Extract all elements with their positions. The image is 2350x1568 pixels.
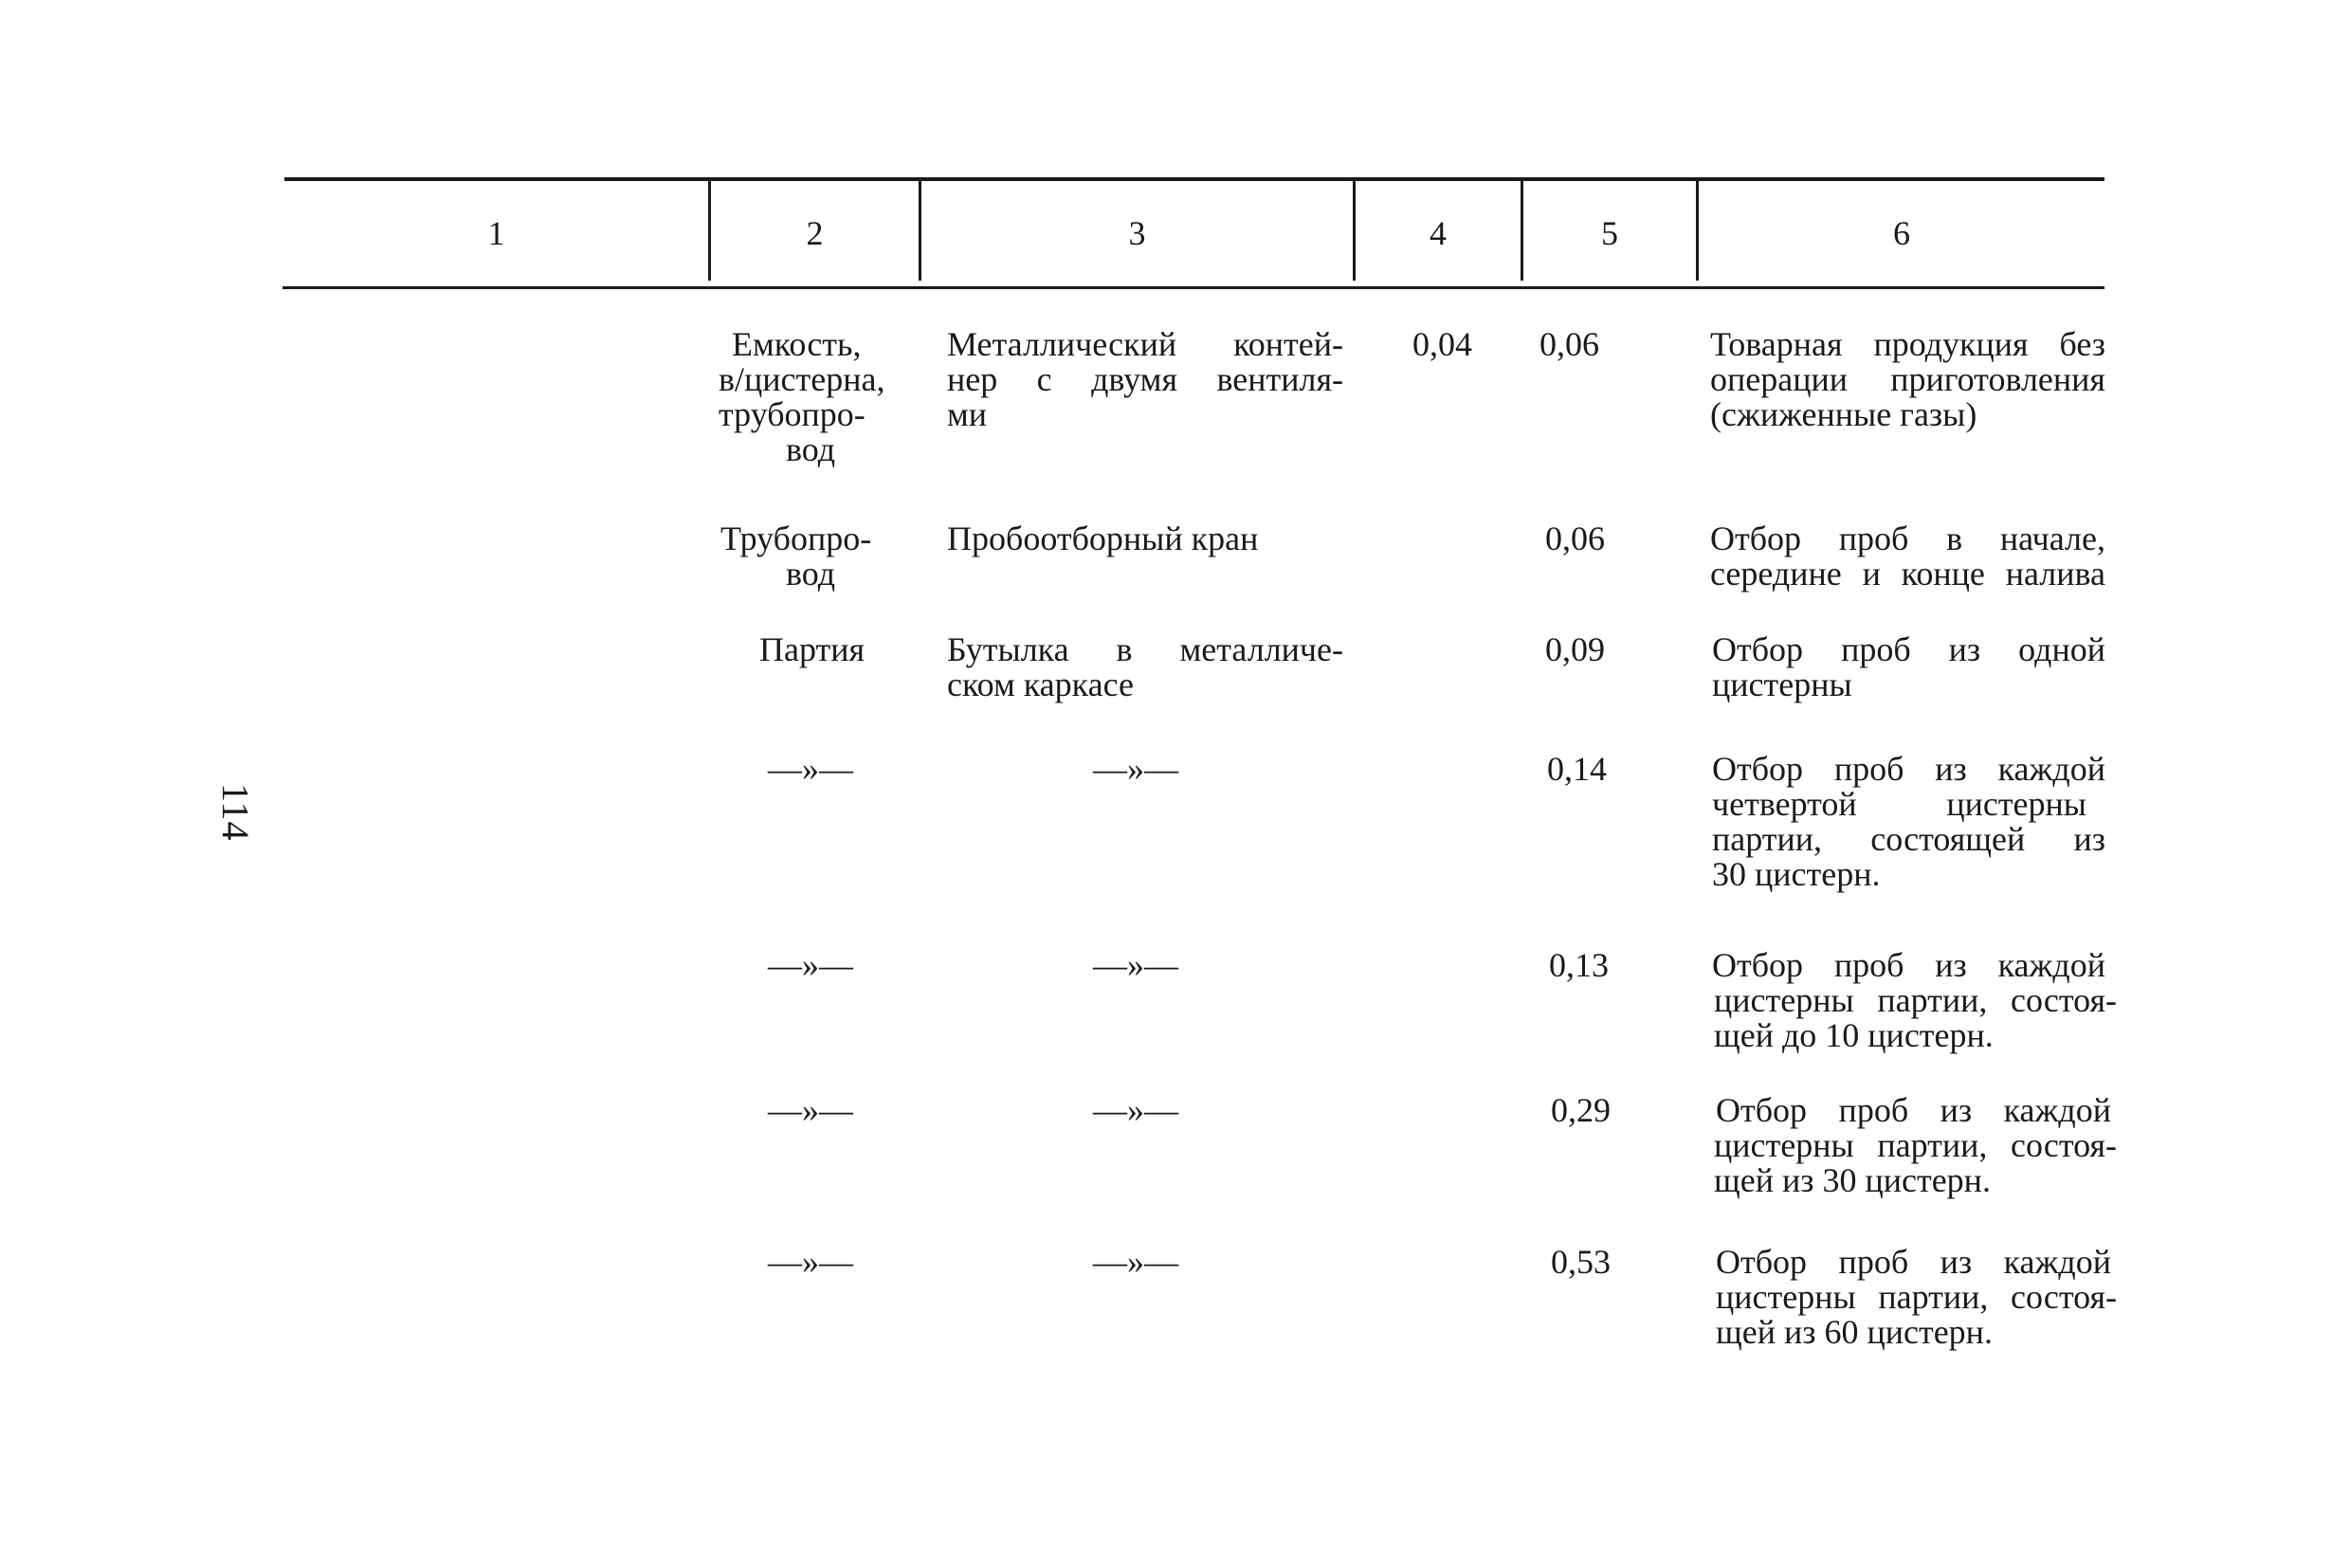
- column-header-2: 2: [806, 214, 824, 252]
- row4-col6-line1: Отбор проб из каждой: [1712, 750, 2105, 788]
- row6-col6-line3: щей из 30 цистерн.: [1714, 1161, 1991, 1199]
- row1-col2-line2: в/цистерна,: [719, 360, 885, 398]
- row2-col6-line2: середине и конце налива: [1710, 555, 2105, 593]
- row2-col6-line1: Отбор проб в начале,: [1710, 520, 2105, 557]
- row4-col5: 0,14: [1547, 750, 1607, 788]
- row3-col2-line1: Партия: [759, 630, 865, 668]
- column-header-5: 5: [1601, 214, 1618, 252]
- column-header-3: 3: [1128, 214, 1146, 252]
- row1-col3-line1: Металлический контей-: [947, 325, 1343, 363]
- row7-col2-ditto: —»—: [768, 1243, 853, 1281]
- row4-col6-line2: четвертой цистерны: [1712, 785, 2086, 823]
- row5-col3-ditto: —»—: [1093, 946, 1178, 984]
- row5-col6-line3: щей до 10 цистерн.: [1714, 1016, 1994, 1054]
- row5-col6-line2: цистерны партии, состоя-: [1714, 981, 2117, 1019]
- row4-col2-ditto: —»—: [768, 750, 853, 788]
- row6-col3-ditto: —»—: [1093, 1091, 1178, 1129]
- row6-col6-line1: Отбор проб из каждой: [1716, 1091, 2111, 1129]
- row7-col5: 0,53: [1551, 1243, 1611, 1281]
- row6-col5: 0,29: [1551, 1091, 1611, 1129]
- row4-col3-ditto: —»—: [1093, 750, 1178, 788]
- row1-col4: 0,04: [1412, 325, 1472, 363]
- row1-col2-line1: Емкость,: [732, 325, 862, 363]
- row5-col5: 0,13: [1549, 946, 1609, 984]
- table-header-rule: [282, 286, 2104, 289]
- row1-col2-line3: трубопро-: [719, 395, 865, 433]
- row6-col2-ditto: —»—: [768, 1091, 853, 1129]
- column-header-6: 6: [1893, 214, 1910, 252]
- row4-col6-line3: партии, состоящей из: [1712, 820, 2105, 858]
- row1-col3-line2: нер с двумя вентиля-: [947, 360, 1343, 398]
- row1-col6-line1: Товарная продукция без: [1710, 325, 2105, 363]
- row1-col6-line3: (сжиженные газы): [1710, 395, 1977, 433]
- row5-col6-line1: Отбор проб из каждой: [1712, 946, 2105, 984]
- row1-col6-line2: операции приготовления: [1710, 360, 2105, 398]
- table-top-rule: [284, 177, 2104, 181]
- page-number: 114: [214, 783, 257, 842]
- row2-col2-line2: вод: [785, 555, 836, 593]
- row1-col2-line4: вод: [785, 430, 836, 468]
- row3-col6-line2: цистерны: [1712, 665, 1852, 703]
- row7-col6-line2: цистерны партии, состоя-: [1716, 1278, 2117, 1316]
- row1-col3-line3: ми: [947, 395, 988, 433]
- row5-col2-ditto: —»—: [768, 946, 853, 984]
- row6-col6-line2: цистерны партии, состоя-: [1714, 1126, 2117, 1164]
- row3-col3-line2: ском каркасе: [947, 665, 1134, 703]
- row2-col5: 0,06: [1545, 520, 1605, 557]
- row7-col3-ditto: —»—: [1093, 1243, 1178, 1281]
- row2-col2-line1: Трубопро-: [720, 520, 872, 557]
- row3-col6-line1: Отбор проб из одной: [1712, 630, 2105, 668]
- row7-col6-line3: щей из 60 цистерн.: [1716, 1313, 1993, 1351]
- row3-col3-line1: Бутылка в металличе-: [947, 630, 1343, 668]
- column-header-1: 1: [487, 214, 505, 252]
- row7-col6-line1: Отбор проб из каждой: [1716, 1243, 2111, 1281]
- row4-col6-line4: 30 цистерн.: [1712, 855, 1881, 893]
- row2-col3-line1: Пробоотборный кран: [947, 520, 1259, 557]
- row1-col5: 0,06: [1539, 325, 1599, 363]
- row3-col5: 0,09: [1545, 630, 1605, 668]
- column-header-4: 4: [1430, 214, 1447, 252]
